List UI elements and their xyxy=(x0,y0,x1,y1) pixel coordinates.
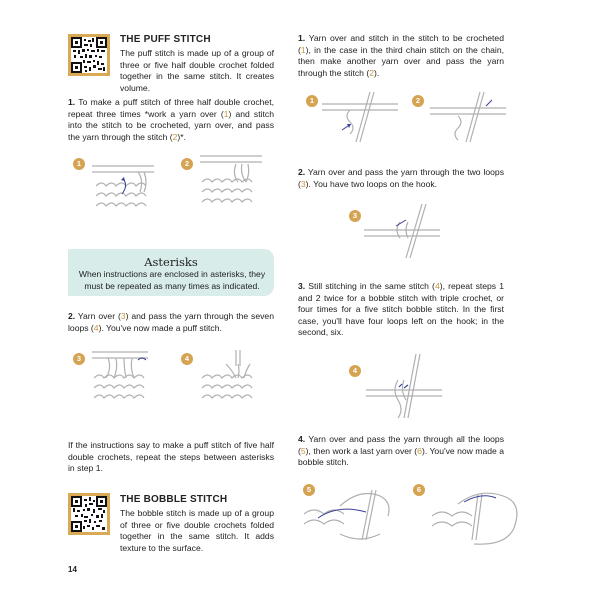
step-number: 4. xyxy=(298,434,306,444)
qr-code-puff xyxy=(68,34,110,76)
puff-heading: THE PUFF STITCH xyxy=(120,34,211,45)
figure-badge: 4 xyxy=(181,353,193,365)
illustration-bobble-1 xyxy=(320,86,400,146)
puff-step-1 xyxy=(68,97,274,143)
callout-title: Asterisks xyxy=(144,255,198,269)
step-text: ) and stitch into the stitch to be crocheted, yarn over, and pass the yarn through the stitch ( xyxy=(68,108,274,142)
figure-badge: 1 xyxy=(306,95,318,107)
puff-note: If the instructions say to make a puff stitch of five half double crochets, repeat the steps between asterisks in step 1. xyxy=(68,440,274,474)
illustration-bobble-6 xyxy=(428,484,524,546)
illustration-puff-3 xyxy=(88,346,160,404)
figure-badge: 5 xyxy=(303,484,315,496)
step-number: 1. xyxy=(68,97,76,107)
figure-ref: 3 xyxy=(120,311,126,321)
illustration-puff-2 xyxy=(196,152,268,212)
page-number: 14 xyxy=(68,565,77,574)
figure-ref: 6 xyxy=(417,445,422,456)
figure-badge: 2 xyxy=(412,95,424,107)
bobble-intro: The bobble stitch is made up of a group of three or five double crochets folded together in the same stitch. It adds texture to the surface. xyxy=(120,508,274,553)
bobble-step-3 xyxy=(298,281,504,339)
step-text: )*. xyxy=(177,131,186,142)
bobble-step-2 xyxy=(298,167,504,190)
illustration-bobble-5 xyxy=(300,484,396,546)
step-text: Yarn over and pass the yarn through the two loops ( xyxy=(298,167,504,189)
step-text: ). You've now made a bobble stitch. xyxy=(298,445,504,468)
step-text: Yarn over ( xyxy=(75,311,121,321)
step-text: Still stitching in the same stitch ( xyxy=(305,281,435,291)
figure-badge: 2 xyxy=(181,158,193,170)
step-number: 3. xyxy=(298,281,306,291)
bobble-step-4 xyxy=(298,434,504,469)
figure-ref: 2 xyxy=(369,67,374,78)
qr-code-bobble xyxy=(68,493,110,535)
qr-code-pattern xyxy=(71,496,107,532)
asterisks-callout xyxy=(68,249,274,296)
figure-ref: 1 xyxy=(300,44,306,55)
step-text: ). You have two loops on the hook. xyxy=(305,178,438,189)
step-text: ), in the case in the third chain stitch on the chain, then make another yarn over and pass the yarn through the stitch ( xyxy=(298,44,504,78)
figure-badge: 3 xyxy=(349,210,361,222)
step-text: ). You've now made a puff stitch. xyxy=(98,322,222,333)
figure-ref: 2 xyxy=(172,131,178,142)
step-text: ). xyxy=(373,67,380,78)
bobble-heading: THE BOBBLE STITCH xyxy=(120,494,228,505)
illustration-puff-1 xyxy=(88,152,160,212)
figure-ref: 5 xyxy=(300,445,306,456)
step-text: ) and pass the yarn through the seven loops ( xyxy=(68,311,274,333)
step-number: 1. xyxy=(298,33,306,43)
figure-ref: 3 xyxy=(300,178,306,189)
figure-badge: 4 xyxy=(349,365,361,377)
step-text: ), then work a last yarn over ( xyxy=(305,445,418,456)
step-text: To make a puff stitch of three half double crochet, repeat three times *work a yarn over ( xyxy=(68,97,274,119)
figure-ref: 4 xyxy=(93,322,99,333)
figure-ref: 1 xyxy=(223,108,229,119)
illustration-bobble-2 xyxy=(428,86,508,146)
step-number: 2. xyxy=(298,167,306,177)
figure-badge: 6 xyxy=(413,484,425,496)
bobble-step-1 xyxy=(298,33,504,79)
illustration-puff-4 xyxy=(196,346,268,404)
illustration-bobble-3 xyxy=(362,200,442,260)
qr-code-pattern xyxy=(71,37,107,73)
step-text: Yarn over and pass the yarn through all the loops ( xyxy=(298,434,504,456)
callout-body: When instructions are enclosed in asterisks, they must be repeated as many times as indicated. xyxy=(78,269,266,291)
puff-step-2 xyxy=(68,311,274,334)
illustration-bobble-4 xyxy=(364,350,444,420)
figure-badge: 3 xyxy=(73,353,85,365)
step-number: 2. xyxy=(68,311,76,321)
step-text: ), repeat steps 1 and 2 twice for a bobble stitch with triple crochet, or four times for a five stitch bobble stitch. In the first case, you'll have four loops left on the hook; in the second, six. xyxy=(298,281,505,338)
puff-intro: The puff stitch is made up of a group of three or five half double crochet folded together in the same stitch. It creates volume. xyxy=(120,48,274,93)
figure-badge: 1 xyxy=(73,158,85,170)
figure-ref: 4 xyxy=(434,281,440,291)
step-text: Yarn over and stitch in the stitch to be crocheted ( xyxy=(298,33,504,55)
